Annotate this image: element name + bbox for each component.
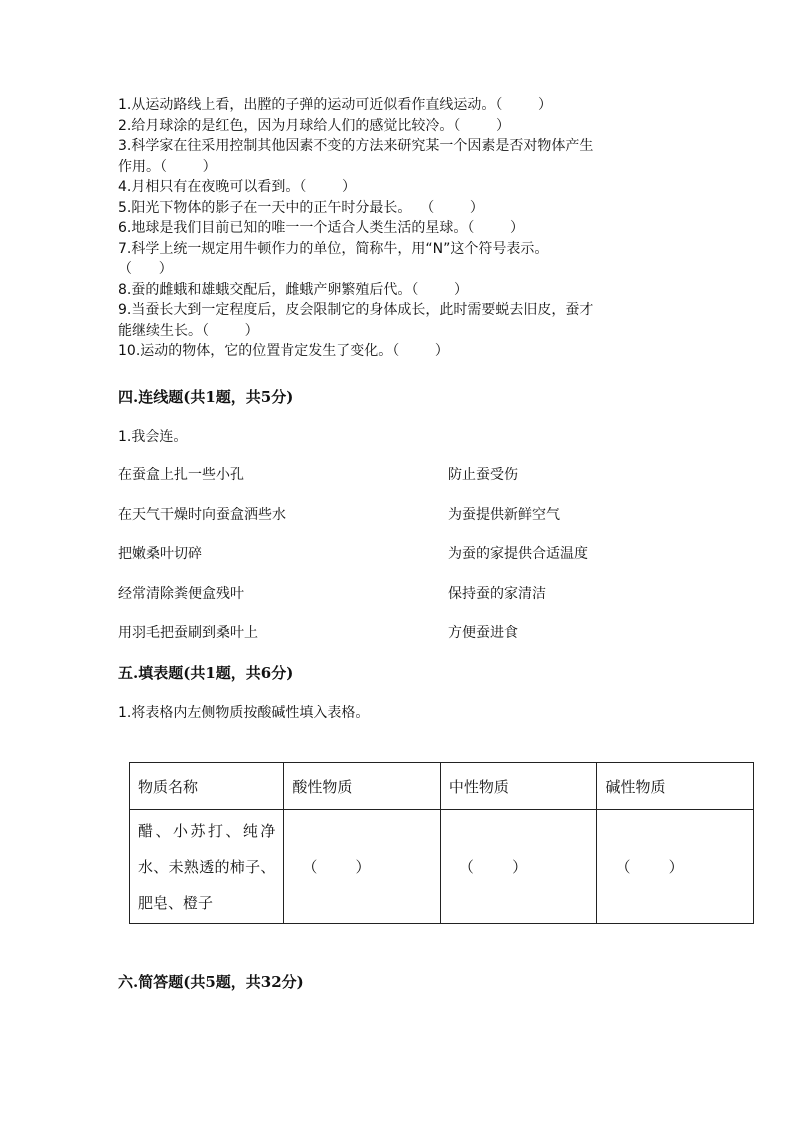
tf-line: 10.运动的物体，它的位置肯定发生了变化。（ ）	[118, 343, 449, 359]
acid-base-table	[129, 762, 754, 924]
answer-blank: （ ）	[302, 858, 371, 876]
tf-line: （ ）	[118, 261, 173, 277]
match-row	[118, 622, 678, 642]
section-title-short-answer: 六.简答题(共5题，共32分)	[118, 973, 304, 991]
match-row	[118, 504, 678, 524]
match-row	[118, 583, 678, 603]
match-left-item[interactable]: 在蚕盒上扎一些小孔	[118, 467, 244, 483]
tf-line: 7.科学上统一规定用牛顿作力的单位，简称牛，用“N”这个符号表示。	[118, 240, 549, 257]
true-false-questions	[118, 95, 678, 362]
tf-line: 4.月相只有在夜晚可以看到。（ ）	[118, 179, 356, 195]
substance-list-cell	[130, 810, 284, 924]
match-right-item[interactable]: 防止蚕受伤	[448, 467, 518, 483]
tf-line: 1.从运动路线上看，出膛的子弹的运动可近似看作直线运动。（ ）	[118, 97, 552, 113]
answer-blank: （ ）	[615, 858, 684, 876]
match-right-item[interactable]: 保持蚕的家清洁	[448, 586, 546, 602]
table-header-cell: 中性物质	[440, 763, 597, 810]
section-title-fill-table: 五.填表题(共1题，共6分)	[118, 664, 294, 682]
tf-line: 3.科学家在往采用控制其他因素不变的方法来研究某一个因素是否对物体产生	[118, 138, 594, 154]
table-header-row	[130, 763, 754, 810]
tf-line: 能继续生长。（ ）	[118, 322, 259, 339]
match-right-item[interactable]: 方便蚕进食	[448, 625, 518, 641]
table-header-cell: 物质名称	[130, 763, 284, 810]
fill-table-question: 1.将表格内左侧物质按酸碱性填入表格。	[118, 705, 370, 721]
table-header-cell: 碱性物质	[597, 763, 754, 810]
section-title-matching: 四.连线题(共1题，共5分)	[118, 388, 294, 406]
tf-line: 5.阳光下物体的影子在一天中的正午时分最长。 （ ）	[118, 199, 484, 216]
match-row	[118, 464, 678, 484]
answer-cell-neutral[interactable]	[440, 810, 597, 924]
tf-line: 8.蚕的雌蛾和雄蛾交配后，雌蛾产卵繁殖后代。（ ）	[118, 281, 468, 298]
match-left-item[interactable]: 用羽毛把蚕刷到桑叶上	[118, 625, 258, 641]
answer-cell-acidic[interactable]	[284, 810, 441, 924]
match-left-item[interactable]: 把嫩桑叶切碎	[118, 546, 202, 562]
tf-line: 9.当蚕长大到一定程度后，皮会限制它的身体成长，此时需要蜕去旧皮，蚕才	[118, 302, 594, 318]
tf-line: 2.给月球涂的是红色，因为月球给人们的感觉比较冷。（ ）	[118, 117, 510, 134]
matching-question: 1.我会连。	[118, 429, 188, 445]
tf-line: 6.地球是我们目前已知的唯一一个适合人类生活的星球。（ ）	[118, 220, 524, 236]
table-row	[130, 810, 754, 924]
match-left-item[interactable]: 在天气干燥时向蚕盒洒些水	[118, 507, 286, 523]
match-row	[118, 543, 678, 563]
match-right-item[interactable]: 为蚕的家提供合适温度	[448, 546, 588, 562]
substance-list: 醋、小苏打、纯净水、未熟透的柿子、肥皂、橙子	[138, 821, 276, 912]
match-right-item[interactable]: 为蚕提供新鲜空气	[448, 507, 560, 523]
tf-line: 作用。（ ）	[118, 158, 217, 175]
answer-blank: （ ）	[458, 858, 528, 876]
answer-cell-alkaline[interactable]	[597, 810, 754, 924]
match-left-item[interactable]: 经常清除粪便盒残叶	[118, 586, 244, 602]
table-header-cell: 酸性物质	[284, 763, 441, 810]
